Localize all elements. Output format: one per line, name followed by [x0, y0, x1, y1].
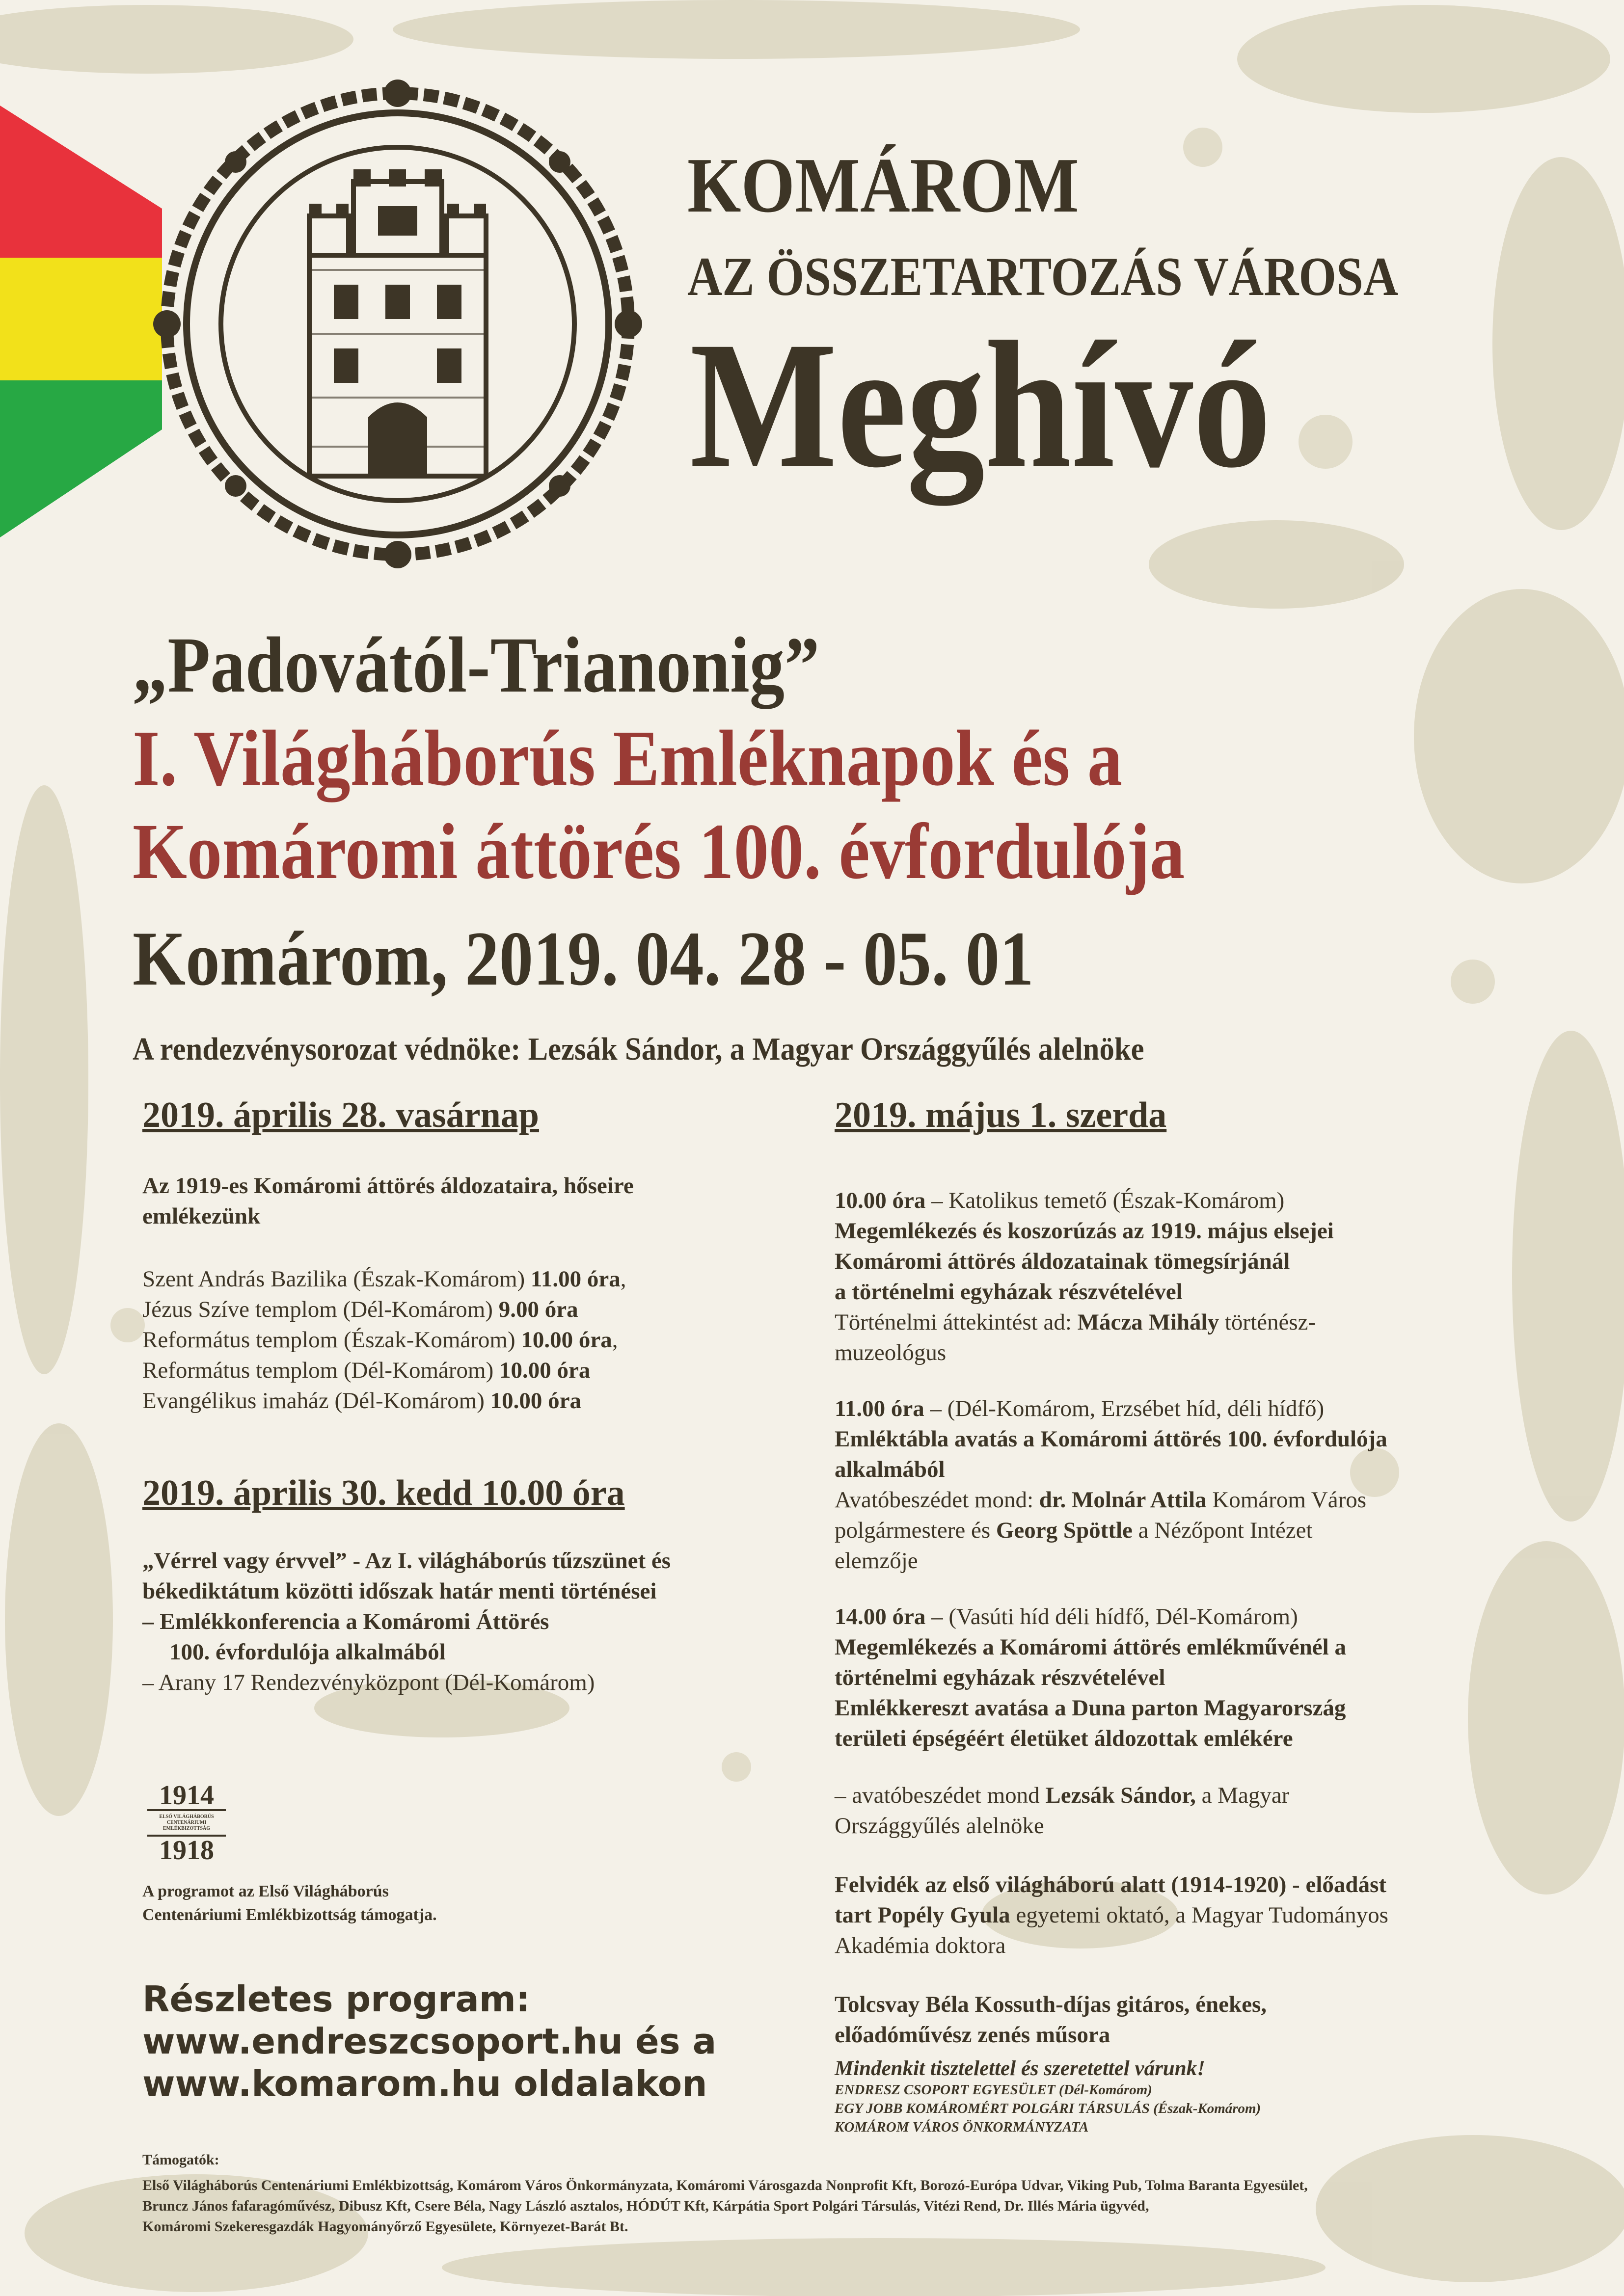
event-10-00: 10.00 óra – Katolikus temető (Észak-Komárom) Megemlékezés és koszorúzás az 1919. május elsejei Komáromi áttörés áldozatainak tömegsírjánál a történelmi egyházak részvételével Történelmi áttekintést ad: Mácza Mihály történész- muzeológus — [835, 1188, 1334, 1365]
program-link-2[interactable]: www.komarom.hu oldalakon — [142, 2063, 707, 2104]
service-item: Szent András Bazilika (Észak-Komárom) 11.00 óra, — [142, 1266, 626, 1292]
day-2-line-3: – Emlékkonferencia a Komáromi Áttörés — [142, 1609, 549, 1634]
service-item: Evangélikus imaház (Dél-Komárom) 10.00 óra — [142, 1388, 582, 1414]
day-2-section — [142, 1472, 790, 1698]
closing-greeting: Mindenkit tisztelettel és szeretettel várunk! — [835, 2057, 1205, 2080]
service-item: Jézus Szíve templom (Dél-Komárom) 9.00 óra — [142, 1297, 578, 1322]
centenary-year-start: 1914 — [147, 1782, 226, 1811]
day-2-line-2: békediktátum közötti időszak határ menti történései — [142, 1578, 657, 1604]
event-title-line-1: I. Világháborús Emléknapok és a — [133, 715, 1123, 802]
day-1-services-list — [142, 1264, 790, 1416]
event-title-line-2: Komáromi áttörés 100. évfordulója — [133, 808, 1185, 896]
header-city-name: KOMÁROM — [687, 141, 1079, 229]
event-motto: „Padovától-Trianonig” — [133, 621, 820, 709]
event-place-dates: Komárom, 2019. 04. 28 - 05. 01 — [133, 916, 1034, 1002]
day-2-line-5: – Arany 17 Rendezvényközpont (Dél-Komárom) — [142, 1670, 595, 1695]
centenary-note-line-1: A programot az Első Világháborús — [142, 1882, 389, 1900]
day-2-line-4: 100. évfordulója alkalmából — [169, 1639, 446, 1665]
day-3-heading: 2019. május 1. szerda — [835, 1095, 1167, 1135]
sponsors-line-3: Komáromi Szekeresgazdák Hagyományőrző Egyesülete, Környezet-Barát Bt. — [142, 2218, 628, 2235]
organizer-2: EGY JOBB KOMÁROMÉRT POLGÁRI TÁRSULÁS (Észak-Komárom) — [835, 2101, 1261, 2116]
detailed-program-block — [142, 1978, 716, 2105]
event-lecture: Felvidék az első világháború alatt (1914-1920) - előadást tart Popély Gyula egyetemi oktató, a Magyar Tudományos Akadémia doktora — [835, 1872, 1388, 1958]
sponsors-line-2: Bruncz János fafaragóművész, Dibusz Kft, Csere Béla, Nagy László asztalos, HÓDÚT Kft, Kárpátia Sport Polgári Társulás, Vitézi Rend, Dr. Illés Mária ügyvéd, — [142, 2198, 1149, 2214]
flag-green-stripe — [0, 380, 162, 537]
program-label: Részletes program: — [142, 1978, 530, 2020]
day-1-intro-line-1: Az 1919-es Komáromi áttörés áldozataira, hőseire — [142, 1173, 634, 1199]
day-3-section — [835, 1095, 1502, 2050]
day-1-section — [142, 1095, 790, 1416]
centenary-logo — [147, 1782, 226, 1864]
day-1-heading: 2019. április 28. vasárnap — [142, 1095, 539, 1135]
service-item: Református templom (Észak-Komárom) 10.00 óra, — [142, 1327, 618, 1353]
event-14-00: 14.00 óra – (Vasúti híd déli hídfő, Dél-Komárom) Megemlékezés a Komáromi áttörés emlékművénél a történelmi egyházak részvételével Emlékkereszt avatása a Duna parton Magyarország területi épségéért életüket áldozottak emlékére – avatóbeszédet mond Lezsák Sándor, a Magyar Országgyűlés alelnöke — [835, 1604, 1346, 1839]
sponsors-block — [142, 2150, 1497, 2237]
centenary-note-line-2: Centenáriumi Emlékbizottság támogatja. — [142, 1906, 437, 1924]
invitation-heading: Meghívó — [690, 304, 1272, 506]
centenary-year-end: 1918 — [147, 1835, 226, 1864]
closing-block — [835, 2056, 1261, 2136]
city-seal-emblem — [147, 74, 648, 574]
day-1-intro-line-2: emlékezünk — [142, 1203, 261, 1229]
organizer-1: ENDRESZ CSOPORT EGYESÜLET (Dél-Komárom) — [835, 2082, 1152, 2098]
event-11-00: 11.00 óra – (Dél-Komárom, Erzsébet híd, déli hídfő) Emléktábla avatás a Komáromi áttörés 100. évfordulója alkalmából Avatóbeszédet mond: dr. Molnár Attila Komárom Város polgármestere és Georg Spöttle a Nézőpont Intézet elemzője — [835, 1396, 1387, 1574]
organizer-3: KOMÁROM VÁROS ÖNKORMÁNYZATA — [835, 2119, 1089, 2135]
event-patron: A rendezvénysorozat védnöke: Lezsák Sándor, a Magyar Országgyűlés alelnöke — [133, 1031, 1144, 1067]
program-link-1[interactable]: www.endreszcsoport.hu és a — [142, 2021, 717, 2062]
centenary-small-text: ELSŐ VILÁGHÁBORÚS CENTENÁRIUMI EMLÉKBIZOTTSÁG — [159, 1814, 214, 1831]
sponsors-line-1: Első Világháborús Centenáriumi Emlékbizottság, Komárom Város Önkormányzata, Komáromi Városgazda Nonprofit Kft, Borozó-Európa Udvar, Viking Pub, Tolma Baranta Egyesület, — [142, 2177, 1308, 2193]
day-2-heading: 2019. április 30. kedd 10.00 óra — [142, 1473, 625, 1513]
sponsors-label: Támogatók: — [142, 2152, 219, 2168]
flag-yellow-stripe — [0, 258, 162, 380]
header-subtitle: AZ ÖSSZETARTOZÁS VÁROSA — [687, 246, 1399, 307]
day-2-line-1: „Vérrel vagy érvvel” - Az I. világháborús tűzszünet és — [142, 1548, 671, 1574]
hungarian-flag-wedge — [0, 106, 162, 537]
centenary-support-note — [142, 1880, 437, 1927]
event-concert: Tolcsvay Béla Kossuth-díjas gitáros, énekes, előadóművész zenés műsora — [835, 1992, 1267, 2048]
service-item: Református templom (Dél-Komárom) 10.00 óra — [142, 1358, 591, 1383]
flag-red-stripe — [0, 106, 162, 258]
